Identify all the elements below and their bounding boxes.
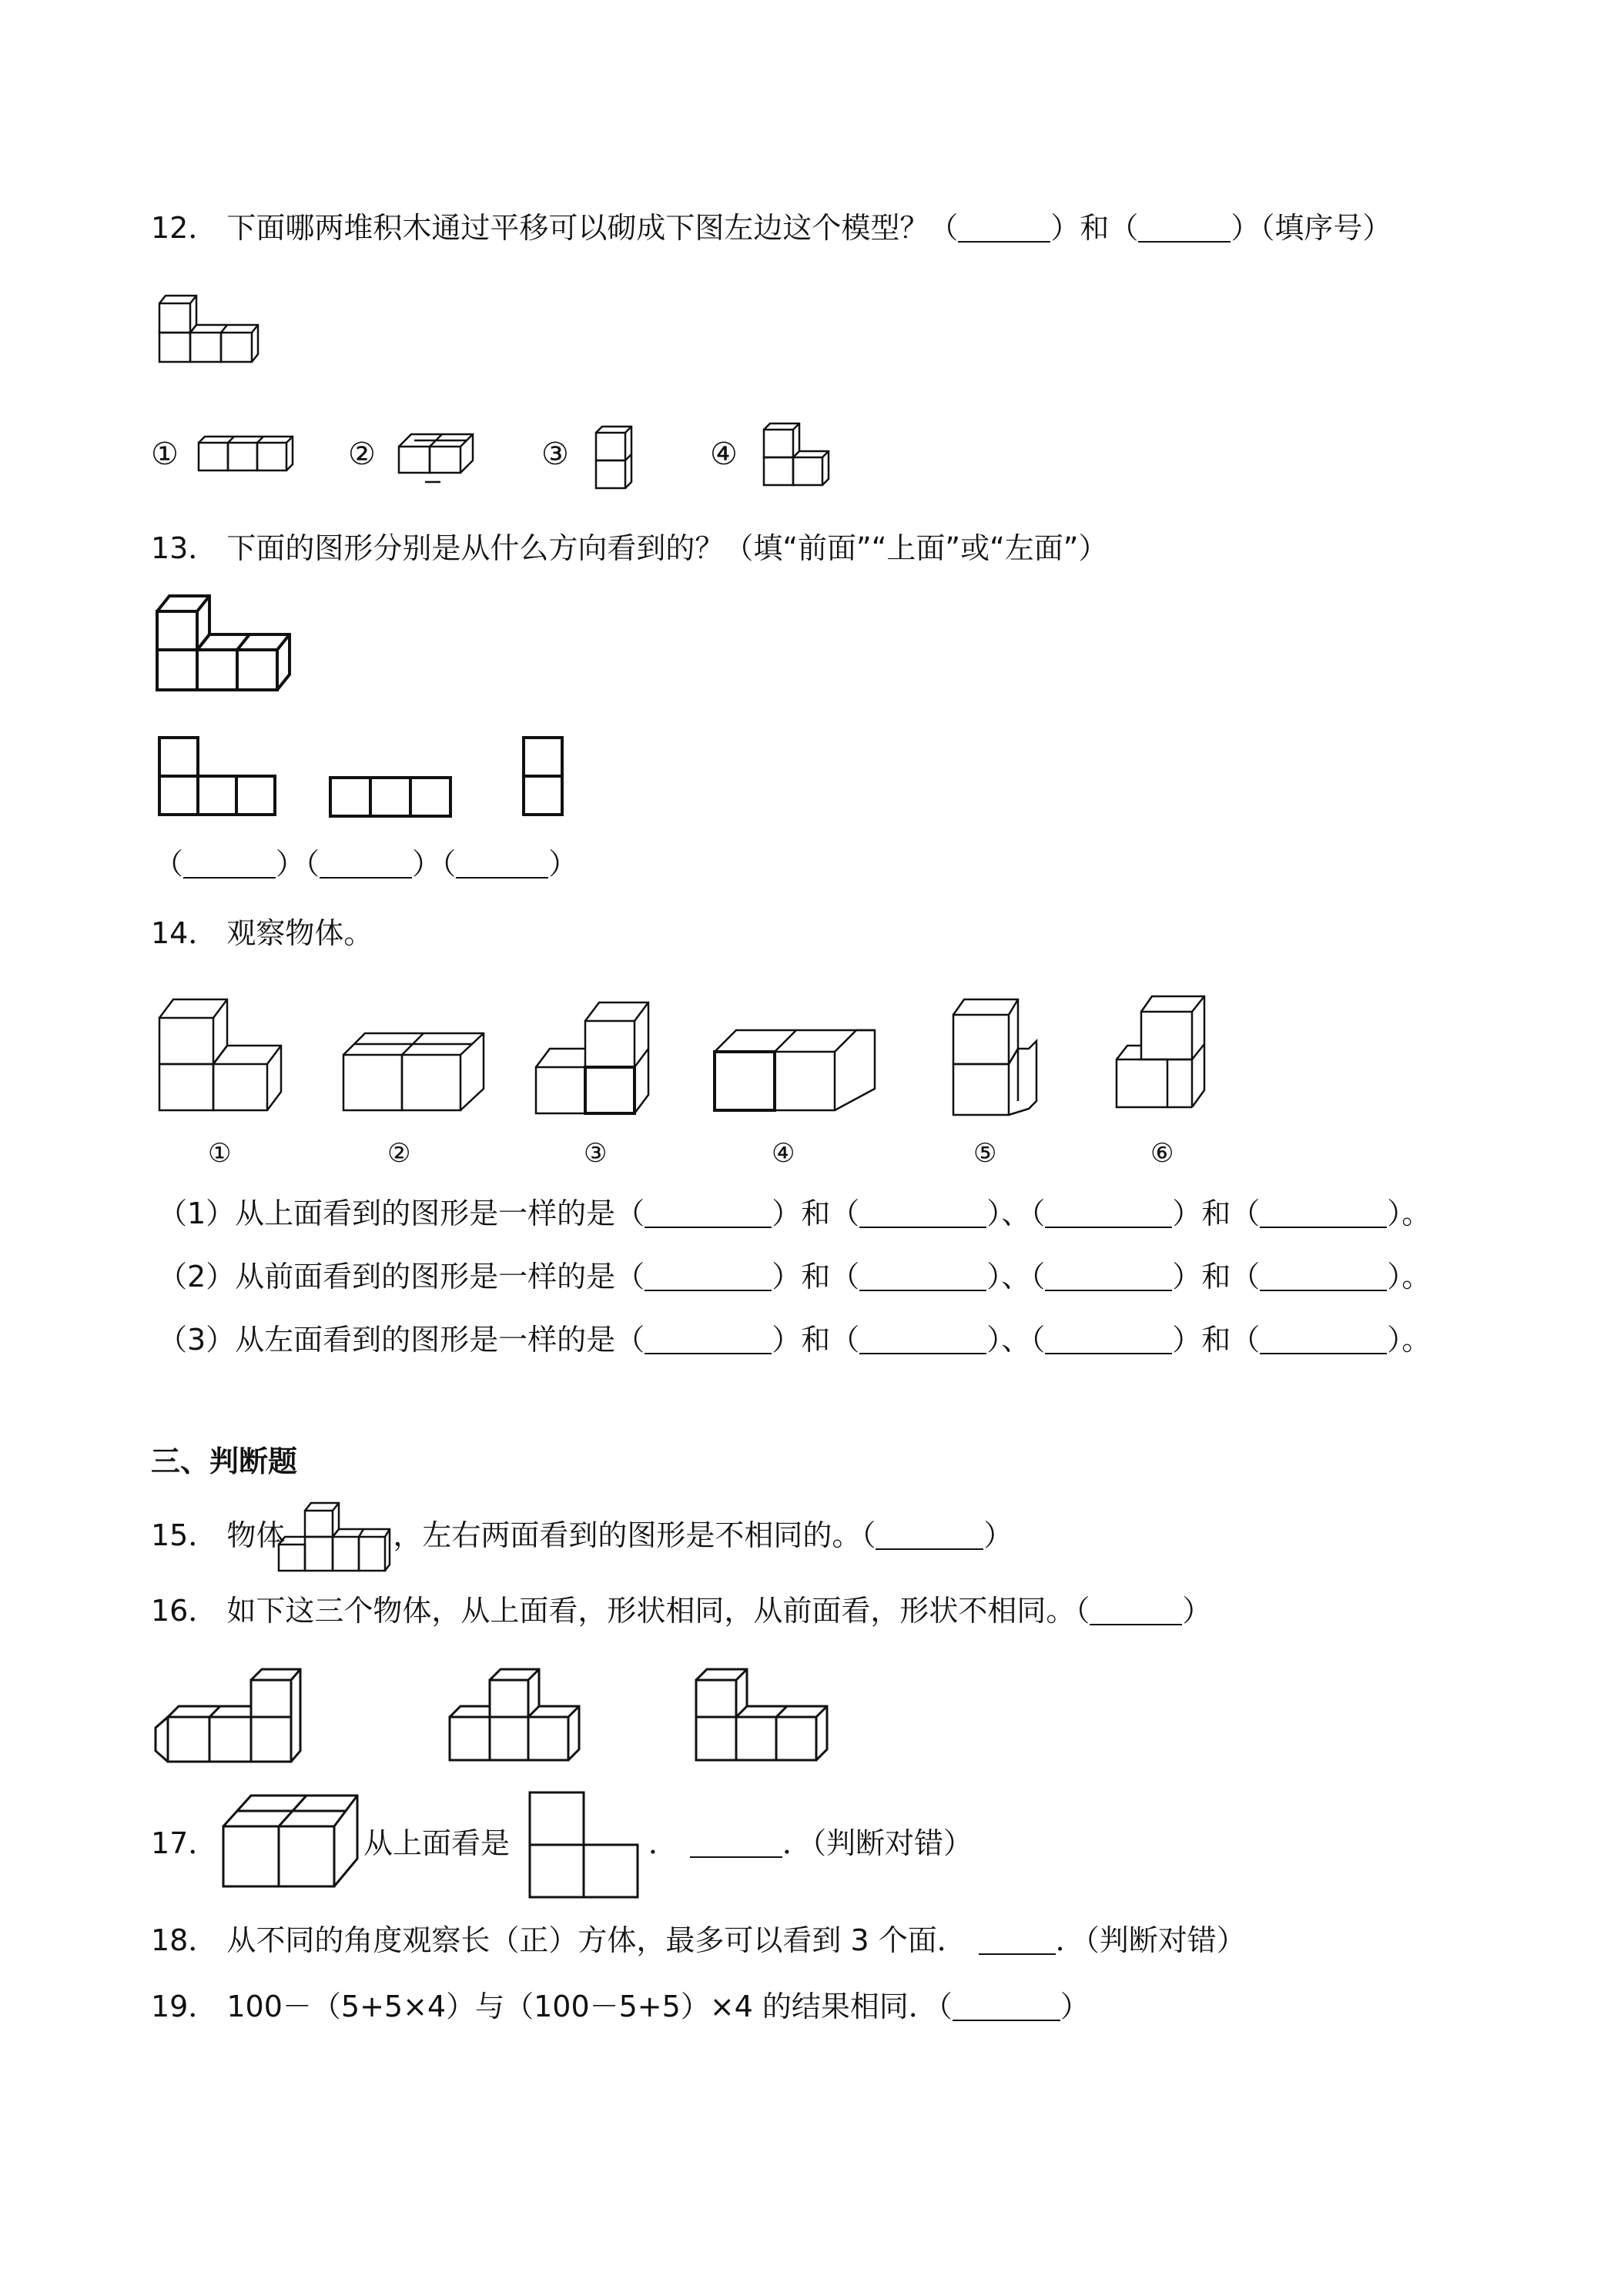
q14-sub-2-sep: ）、（ <box>986 1260 1046 1294</box>
q13-paren-open-2: （ <box>305 847 320 881</box>
q13-paren-close-3: ） <box>548 847 578 881</box>
q13-model-figure <box>154 593 300 694</box>
q13-view-3-figure <box>522 736 567 818</box>
q14-object-4-figure <box>713 1029 882 1115</box>
q14-label-5: ⑤ <box>973 1138 997 1169</box>
q14-object-6-figure <box>1115 995 1223 1121</box>
q14-line <box>151 915 373 952</box>
q17-line <box>151 1825 226 1862</box>
q14-sub-3-blank-4[interactable] <box>1260 1325 1387 1354</box>
q19-text-a: 100－（5+5×4）与（100－5+5）×4 的结果相同．（ <box>226 1990 953 2023</box>
q14-sub-1-blank-3[interactable] <box>1045 1199 1172 1228</box>
q14-sub-3-and-2: ）和（ <box>1172 1323 1261 1357</box>
q14-label-3: ③ <box>584 1138 608 1169</box>
q13-blank-3[interactable] <box>456 849 548 879</box>
q17-tail <box>648 1825 973 1862</box>
q16-text-a: 如下这三个物体，从上面看，形状相同，从前面看，形状不相同。（ <box>226 1594 1090 1628</box>
q12-number: 12． <box>151 211 218 245</box>
q13-paren-open-1: （ <box>154 847 184 881</box>
q18-number: 18． <box>151 1923 218 1957</box>
q16-object-2-figure <box>447 1666 585 1765</box>
q13-blank-2[interactable] <box>320 849 412 879</box>
q13-paren-open-3: （ <box>441 847 457 881</box>
q19-line <box>151 1988 1090 2025</box>
q14-number: 14． <box>151 916 218 950</box>
q19-text-b: ） <box>1060 1990 1090 2023</box>
q14-label-2: ② <box>387 1138 411 1169</box>
q14-sub-3-blank-1[interactable] <box>645 1325 772 1354</box>
q12-option-1-figure <box>197 435 297 474</box>
q14-sub-1-and-2: ）和（ <box>1172 1197 1261 1230</box>
q18-text-a: 从不同的角度观察长（正）方体，最多可以看到 3 个面． <box>226 1923 966 1957</box>
q12-line <box>151 209 1391 246</box>
q18-text-b: ．（判断对错） <box>1055 1923 1246 1957</box>
q14-sub-2 <box>158 1258 1431 1295</box>
q15-number: 15． <box>151 1518 218 1552</box>
q14-label-4: ④ <box>772 1138 795 1169</box>
q14-sub-2-blank-3[interactable] <box>1045 1262 1172 1291</box>
q13-answers <box>154 845 578 882</box>
q16-text-b: ） <box>1182 1594 1212 1628</box>
q16-number: 16． <box>151 1594 218 1628</box>
q14-sub-1-and-1: ）和（ <box>772 1197 860 1230</box>
q14-label-1: ① <box>208 1138 232 1169</box>
q14-sub-2-blank-2[interactable] <box>859 1262 986 1291</box>
q12-text-c: ）（填序号） <box>1231 211 1392 245</box>
q14-label-6: ⑥ <box>1150 1138 1174 1169</box>
q12-option-3-figure <box>594 425 641 494</box>
q17-blank[interactable] <box>690 1829 782 1858</box>
q14-sub-3-sep: ）、（ <box>986 1323 1046 1357</box>
q17-text-a: 从上面看是 <box>363 1826 511 1860</box>
q14-sub-1-end: ）。 <box>1387 1197 1431 1230</box>
q14-sub-2-end: ）。 <box>1387 1260 1431 1294</box>
q14-sub-1-sep: ）、（ <box>986 1197 1046 1230</box>
q15-text-b: ，左右两面看到的图形是不相同的。（ <box>393 1518 876 1552</box>
q14-object-3-figure <box>534 1001 665 1116</box>
q18-line <box>151 1922 1246 1959</box>
q14-sub-3-and-1: ）和（ <box>772 1323 860 1357</box>
q13-paren-close-2: ） <box>412 847 442 881</box>
q12-option-4-figure <box>762 422 839 491</box>
q14-sub-1-blank-2[interactable] <box>859 1199 986 1228</box>
q14-sub-2-prefix: （2）从前面看到的图形是一样的是（ <box>158 1260 645 1294</box>
q14-object-2-figure <box>342 1032 488 1115</box>
q12-text-a: 下面哪两堆积木通过平移可以砌成下图左边这个模型？（ <box>226 211 959 245</box>
q17-object-figure <box>222 1792 360 1889</box>
q14-sub-3-end: ）。 <box>1387 1323 1431 1357</box>
q12-option-2-figure <box>397 433 482 487</box>
section-3-heading: 三、判断题 <box>151 1444 298 1478</box>
q15-object-figure <box>276 1500 391 1575</box>
q14-sub-2-blank-1[interactable] <box>645 1262 772 1291</box>
q19-blank[interactable] <box>953 1992 1060 2021</box>
q17-text-c: ．（判断对错） <box>782 1826 973 1860</box>
q17-text-b: ． <box>648 1826 678 1860</box>
q16-line <box>151 1592 1211 1629</box>
q14-sub-3-blank-3[interactable] <box>1045 1325 1172 1354</box>
q15-blank[interactable] <box>876 1521 983 1550</box>
q14-sub-1-blank-1[interactable] <box>645 1199 772 1228</box>
q19-number: 19． <box>151 1990 218 2023</box>
q12-option-2-label: ② <box>348 437 376 472</box>
q12-text-b: ）和（ <box>1050 211 1139 245</box>
q12-option-4-label: ④ <box>710 437 738 472</box>
q14-sub-2-and-1: ）和（ <box>772 1260 860 1294</box>
q14-sub-2-blank-4[interactable] <box>1260 1262 1387 1291</box>
q13-line <box>151 530 1107 567</box>
q16-object-3-figure <box>693 1666 847 1765</box>
q14-text: 观察物体。 <box>226 916 373 950</box>
q13-blank-1[interactable] <box>183 849 276 879</box>
q15-text-a: 物体 <box>226 1518 286 1552</box>
q12-option-3-label: ③ <box>541 437 569 472</box>
q17-top-view-figure <box>528 1791 641 1900</box>
q13-view-2-figure <box>329 776 455 819</box>
q14-sub-3-blank-2[interactable] <box>859 1325 986 1354</box>
q16-blank[interactable] <box>1090 1596 1182 1625</box>
q12-blank-2[interactable] <box>1138 213 1231 243</box>
q18-blank[interactable] <box>979 1926 1056 1955</box>
q17-number: 17． <box>151 1826 218 1860</box>
q14-sub-3-prefix: （3）从左面看到的图形是一样的是（ <box>158 1323 645 1357</box>
q12-blank-1[interactable] <box>958 213 1050 243</box>
q13-number: 13． <box>151 531 218 565</box>
q13-view-1-figure <box>158 736 281 818</box>
q16-object-1-figure <box>154 1666 308 1766</box>
q14-sub-1-blank-4[interactable] <box>1260 1199 1387 1228</box>
q14-sub-1 <box>158 1195 1431 1232</box>
q13-text: 下面的图形分别是从什么方向看到的？（填“前面”“上面”或“左面”） <box>226 531 1108 565</box>
q14-sub-2-and-2: ）和（ <box>1172 1260 1261 1294</box>
q14-object-1-figure <box>158 998 289 1113</box>
q14-sub-3 <box>158 1321 1431 1358</box>
q12-option-1-label: ① <box>151 437 179 472</box>
q14-sub-1-prefix: （1）从上面看到的图形是一样的是（ <box>158 1197 645 1230</box>
q15-text-c: ） <box>983 1518 1013 1552</box>
q12-model-figure <box>158 294 273 365</box>
q14-object-5-figure <box>952 998 1052 1121</box>
q13-paren-close-1: ） <box>276 847 306 881</box>
